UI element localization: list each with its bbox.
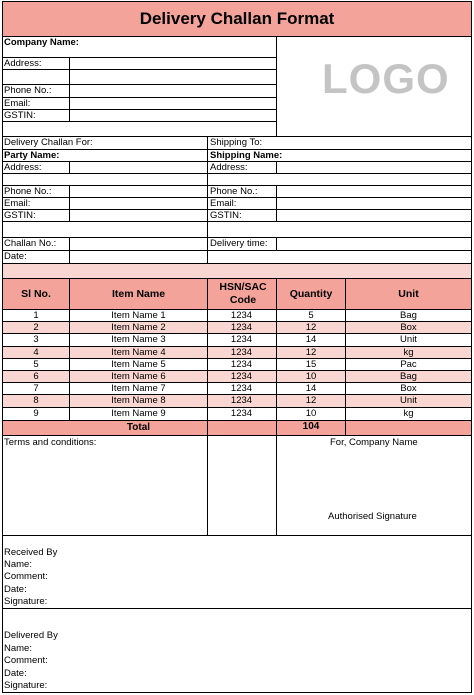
unit-cell: kg (403, 407, 414, 419)
authorised-signature-label: Authorised Signature (328, 511, 417, 522)
item-name-cell: Item Name 5 (111, 358, 166, 370)
quantity-cell: 10 (305, 371, 317, 382)
sl-no-cell: 1 (33, 310, 39, 321)
divider (2, 435, 472, 436)
divider (2, 57, 276, 58)
divider (2, 197, 472, 198)
divider (2, 109, 276, 110)
column-header-sl-no: Sl No. (21, 288, 51, 300)
total-quantity: 104 (302, 421, 320, 432)
sl-no-cell: 7 (33, 383, 39, 395)
party-name-label: Party Name: (4, 150, 60, 161)
shipping-gstin-label: GSTIN: (210, 210, 242, 221)
quantity-cell: 12 (305, 395, 317, 407)
hsn-code-cell: 1234 (230, 346, 253, 358)
divider (2, 97, 276, 98)
unit-cell: Box (400, 322, 417, 334)
sl-no-cell: 3 (33, 334, 39, 346)
delivery-time-label: Delivery time: (210, 238, 268, 249)
hsn-code-cell: 1234 (230, 358, 253, 370)
shipping-heading: Shipping To: (210, 137, 263, 148)
unit-cell: Box (400, 383, 417, 395)
divider (69, 185, 70, 221)
quantity-cell: 5 (308, 310, 314, 321)
sl-no-cell: 8 (33, 395, 39, 407)
sl-no-cell: 6 (33, 371, 39, 382)
received-by-heading: Received By (4, 547, 58, 558)
party-phone-label: Phone No.: (4, 186, 52, 197)
item-name-cell: Item Name 2 (111, 322, 166, 334)
company-name-label: Company Name: (4, 37, 79, 48)
hsn-code-cell: 1234 (230, 334, 253, 346)
column-header-quantity: Quantity (289, 288, 333, 300)
item-name-cell: Item Name 8 (111, 395, 166, 407)
delivered-comment-label: Comment: (4, 655, 48, 666)
challan-no-label: Challan No.: (4, 238, 57, 249)
quantity-cell: 12 (305, 322, 317, 334)
quantity-cell: 14 (305, 383, 317, 395)
divider (2, 221, 472, 222)
party-email-label: Email: (4, 198, 31, 209)
logo: LOGO (322, 55, 450, 102)
divider (2, 608, 472, 609)
item-name-cell: Item Name 1 (111, 310, 166, 321)
delivered-name-label: Name: (4, 643, 32, 654)
divider (69, 278, 70, 420)
shipping-phone-label: Phone No.: (210, 186, 258, 197)
hsn-code-cell: 1234 (230, 322, 253, 334)
company-address-label: Address: (4, 58, 42, 69)
sl-no-cell: 9 (33, 407, 39, 419)
divider (276, 278, 277, 535)
divider (69, 57, 70, 121)
unit-cell: Bag (400, 310, 417, 321)
sl-no-cell: 4 (33, 346, 39, 358)
hsn-code-cell: 1234 (230, 310, 253, 321)
divider (276, 161, 277, 173)
shipping-address-label: Address: (210, 162, 248, 173)
quantity-cell: 15 (305, 358, 317, 370)
item-name-cell: Item Name 9 (111, 407, 166, 419)
divider (207, 278, 208, 535)
divider (276, 36, 277, 136)
item-name-cell: Item Name 4 (111, 346, 166, 358)
unit-cell: kg (403, 346, 414, 358)
company-gstin-label: GSTIN: (4, 110, 36, 121)
item-name-cell: Item Name 6 (111, 371, 166, 382)
terms-label: Terms and conditions: (4, 437, 97, 448)
delivered-signature-label: Signature: (4, 680, 48, 691)
hsn-code-cell: 1234 (230, 395, 253, 407)
divider (276, 237, 277, 250)
hsn-code-cell: 1234 (230, 407, 253, 419)
received-signature-label: Signature: (4, 596, 48, 607)
delivered-date-label: Date: (4, 668, 27, 679)
shipping-name-label: Shipping Name: (210, 150, 283, 161)
divider (345, 278, 346, 435)
unit-cell: Unit (400, 334, 417, 346)
separator-band (3, 264, 471, 278)
unit-cell: Bag (400, 371, 417, 382)
unit-cell: Pac (400, 358, 417, 370)
divider (2, 420, 472, 421)
divider (2, 535, 472, 536)
hsn-code-cell: 1234 (230, 371, 253, 382)
company-email-label: Email: (4, 98, 31, 109)
quantity-cell: 14 (305, 334, 317, 346)
received-name-label: Name: (4, 559, 32, 570)
company-phone-label: Phone No.: (4, 85, 52, 96)
sl-no-cell: 2 (33, 322, 39, 334)
total-label: Total (126, 422, 151, 433)
date-label: Date: (4, 251, 27, 262)
column-header-hsn-code: HSN/SAC Code (219, 281, 267, 306)
hsn-code-cell: 1234 (230, 383, 253, 395)
column-header-unit: Unit (398, 288, 419, 300)
divider (207, 136, 208, 263)
divider (2, 121, 276, 122)
divider (276, 185, 277, 221)
divider (69, 161, 70, 173)
delivered-by-heading: Delivered By (4, 630, 58, 641)
quantity-cell: 12 (305, 346, 317, 358)
unit-cell: Unit (400, 395, 417, 407)
item-name-cell: Item Name 3 (111, 334, 166, 346)
column-header-item-name: Item Name (111, 288, 166, 300)
sl-no-cell: 5 (33, 358, 39, 370)
party-gstin-label: GSTIN: (4, 210, 36, 221)
party-address-label: Address: (4, 162, 42, 173)
challan-for-heading: Delivery Challan For: (4, 137, 93, 148)
received-date-label: Date: (4, 584, 27, 595)
divider (69, 237, 70, 263)
received-comment-label: Comment: (4, 571, 48, 582)
item-name-cell: Item Name 7 (111, 383, 166, 395)
quantity-cell: 10 (305, 407, 317, 419)
divider (2, 250, 472, 251)
for-company-label: For, Company Name (330, 437, 418, 448)
divider (2, 69, 276, 70)
divider (2, 173, 472, 174)
page-title: Delivery Challan Format (139, 9, 335, 28)
shipping-email-label: Email: (210, 198, 237, 209)
